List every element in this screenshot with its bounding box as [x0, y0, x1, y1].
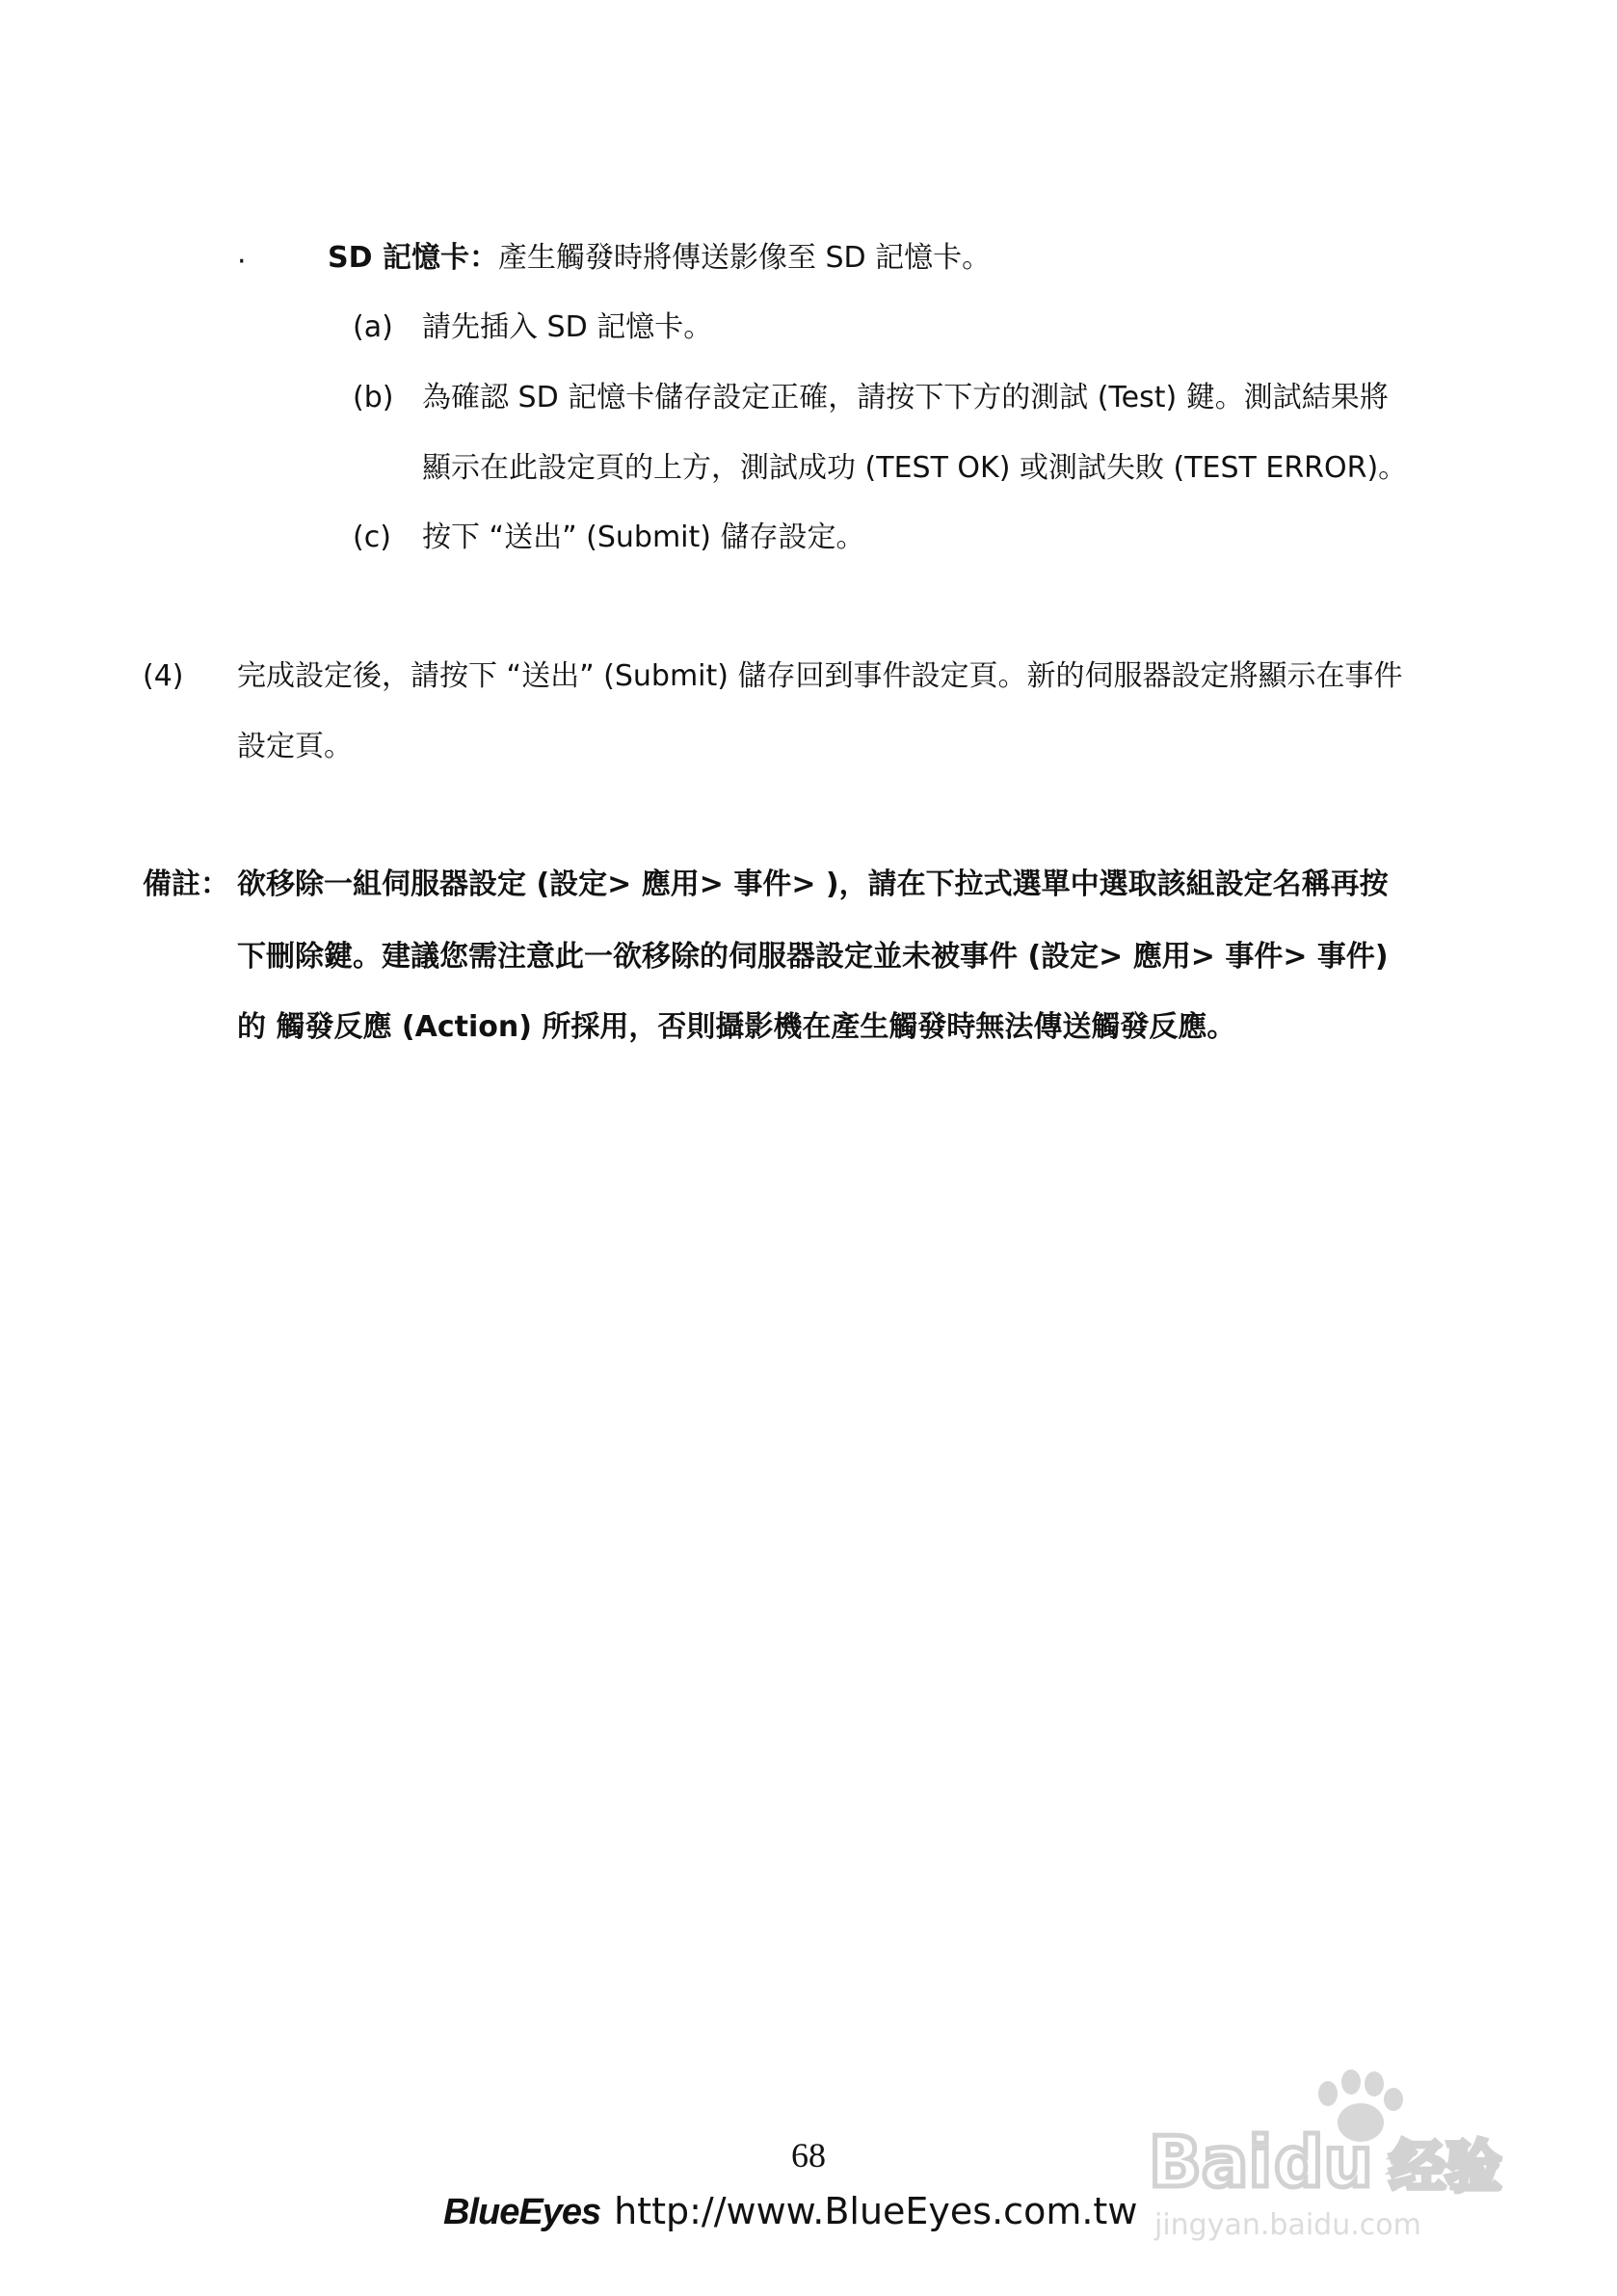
note-label: 備註： [143, 868, 229, 901]
bullet: · [237, 245, 247, 279]
item-b-text-line2: 顯示在此設定頁的上方，測試成功 (TEST OK) 或測試失敗 (TEST ERROR)。 [422, 451, 1408, 485]
sd-card-description: 產生觸發時將傳送影像至 SD 記憶卡。 [497, 241, 992, 275]
step4-text-line2: 設定頁。 [237, 730, 353, 763]
sd-card-heading-line [328, 239, 991, 278]
svg-text:du: du [1274, 2122, 1373, 2203]
item-b-label: (b) [353, 381, 394, 414]
sd-card-title: SD 記憶卡： [328, 241, 498, 275]
note-text-line3: 的 觸發反應 (Action) 所採用，否則攝影機在產生觸發時無法傳送觸發反應。 [237, 1010, 1236, 1044]
item-c-label: (c) [353, 521, 391, 554]
watermark-site: jingyan.baidu.com [1154, 2208, 1421, 2242]
step4-label: (4) [143, 659, 184, 693]
item-c-text: 按下 “送出” (Submit) 儲存設定。 [422, 521, 865, 554]
item-a-text: 請先插入 SD 記憶卡。 [422, 310, 713, 344]
brand-logo: BlueEyes [443, 2192, 601, 2232]
watermark-logo-text: Bai [1149, 2122, 1273, 2203]
footer-brand-line [443, 2190, 1137, 2248]
item-a-label: (a) [353, 310, 393, 344]
item-b-text-line1: 為確認 SD 記憶卡儲存設定正確，請按下下方的測試 (Test) 鍵。測試結果將 [422, 381, 1389, 414]
footer-url: http://www.BlueEyes.com.tw [614, 2190, 1138, 2232]
note-text-line2: 下刪除鍵。建議您需注意此一欲移除的伺服器設定並未被事件 (設定> 應用> 事件> 事件) [237, 940, 1389, 974]
baidu-watermark [1137, 2053, 1571, 2246]
note-text-line1: 欲移除一組伺服器設定 (設定> 應用> 事件> )，請在下拉式選單中選取該組設定名稱再按 [237, 868, 1389, 901]
svg-text:经验: 经验 [1390, 2134, 1502, 2200]
step4-text-line1: 完成設定後，請按下 “送出” (Submit) 儲存回到事件設定頁。新的伺服器設定將顯示在事件 [237, 659, 1403, 693]
page-number: 68 [791, 2136, 826, 2175]
